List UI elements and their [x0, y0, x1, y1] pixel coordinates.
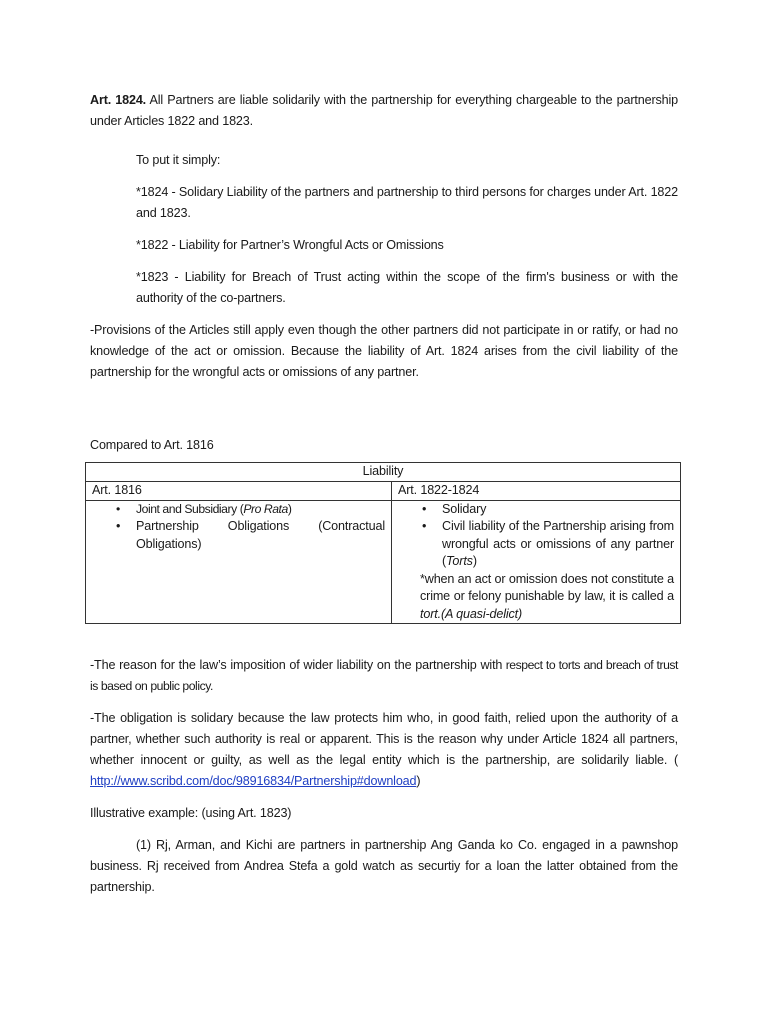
simply-item-1823: *1823 - Liability for Breach of Trust acting within the scope of the firm's business or with the authority of the co-partners.: [136, 270, 678, 305]
tort-note-text: *when an act or omission does not constitute a crime or felony punishable by law, it is called a: [420, 571, 674, 603]
example-1-paragraph: (1) Rj, Arman, and Kichi are partners in partnership Ang Ganda ko Co. engaged in a pawnshop business. Rj received from Andrea Stefa a gold watch as securtiy for a loan the latter obtained from the partnership.: [90, 838, 678, 894]
list-item-text: Joint and Subsidiary (: [136, 501, 244, 516]
list-item-close: ): [287, 501, 292, 516]
liability-title: Liability: [86, 463, 681, 482]
list-item: • Partnership Obligations (Contractual Obligations): [92, 518, 385, 553]
art-1824-paragraph: [90, 90, 678, 132]
reason-text-a: -The reason for the law’s imposition of wider liability on the partnership with: [90, 658, 503, 672]
list-item: • Solidary: [398, 501, 674, 519]
list-item-italic: Pro Rata: [243, 501, 288, 516]
simply-item-1822: *1822 - Liability for Partner’s Wrongful Acts or Omissions: [136, 238, 444, 252]
header-art-1816: Art. 1816: [86, 482, 392, 501]
document-page: [90, 90, 678, 898]
tort-note: [398, 571, 674, 624]
art-1816-cell: [86, 500, 392, 624]
liability-header-row: [86, 482, 681, 501]
illustrative-heading: Illustrative example: (using Art. 1823): [90, 806, 292, 820]
solidary-paragraph: [90, 708, 678, 792]
reason-text-b: respect to torts and breach of trust is based on public policy.: [90, 658, 678, 693]
art-1816-list: [92, 501, 385, 554]
art-1824-label: Art. 1824.: [90, 93, 147, 107]
list-item: [398, 518, 674, 571]
solidary-close: ): [416, 774, 421, 788]
art-1822-1824-cell: [392, 500, 681, 624]
simply-intro: To put it simply:: [136, 153, 221, 167]
header-art-1822-1824: Art. 1822-1824: [392, 482, 681, 501]
art-1822-1824-list: [398, 501, 674, 571]
list-item-italic: Torts: [446, 554, 473, 568]
provisions-paragraph: -Provisions of the Articles still apply even though the other partners did not participate in or ratify, or had no knowledge of the act or omission. Because the liability of Art. 1824 arises from the civil liability of the partnership for the wrongful acts or omissions of any partner.: [90, 323, 678, 379]
scribd-link[interactable]: http://www.scribd.com/doc/98916834/Partnership#download: [90, 774, 417, 788]
compared-heading: Compared to Art. 1816: [90, 438, 214, 452]
liability-title-row: [86, 463, 681, 482]
simply-item-1824: *1824 - Solidary Liability of the partners and partnership to third persons for charges under Art. 1822 and 1823.: [136, 185, 678, 220]
list-item-close: ): [472, 554, 477, 568]
liability-table: [85, 462, 681, 624]
liability-body-row: [86, 500, 681, 624]
art-1824-text: All Partners are liable solidarily with the partnership for everything chargeable to the partnership under Articles 1822 and 1823.: [90, 93, 678, 128]
reason-paragraph: [90, 655, 678, 697]
simply-block: [90, 150, 678, 309]
list-item-text: Civil liability of the Partnership arising from wrongful acts or omissions of any partner (: [442, 519, 674, 568]
tort-note-italic: tort.(A quasi-delict): [420, 606, 523, 621]
solidary-text: -The obligation is solidary because the law protects him who, in good faith, relied upon the authority of a partner, whether such authority is real or apparent. This is the reason why under Article 1824 all partners, whether innocent or guilty, as well as the legal entity which is the partnership, are solidarily liable. (: [90, 711, 678, 767]
list-item: [92, 501, 385, 519]
